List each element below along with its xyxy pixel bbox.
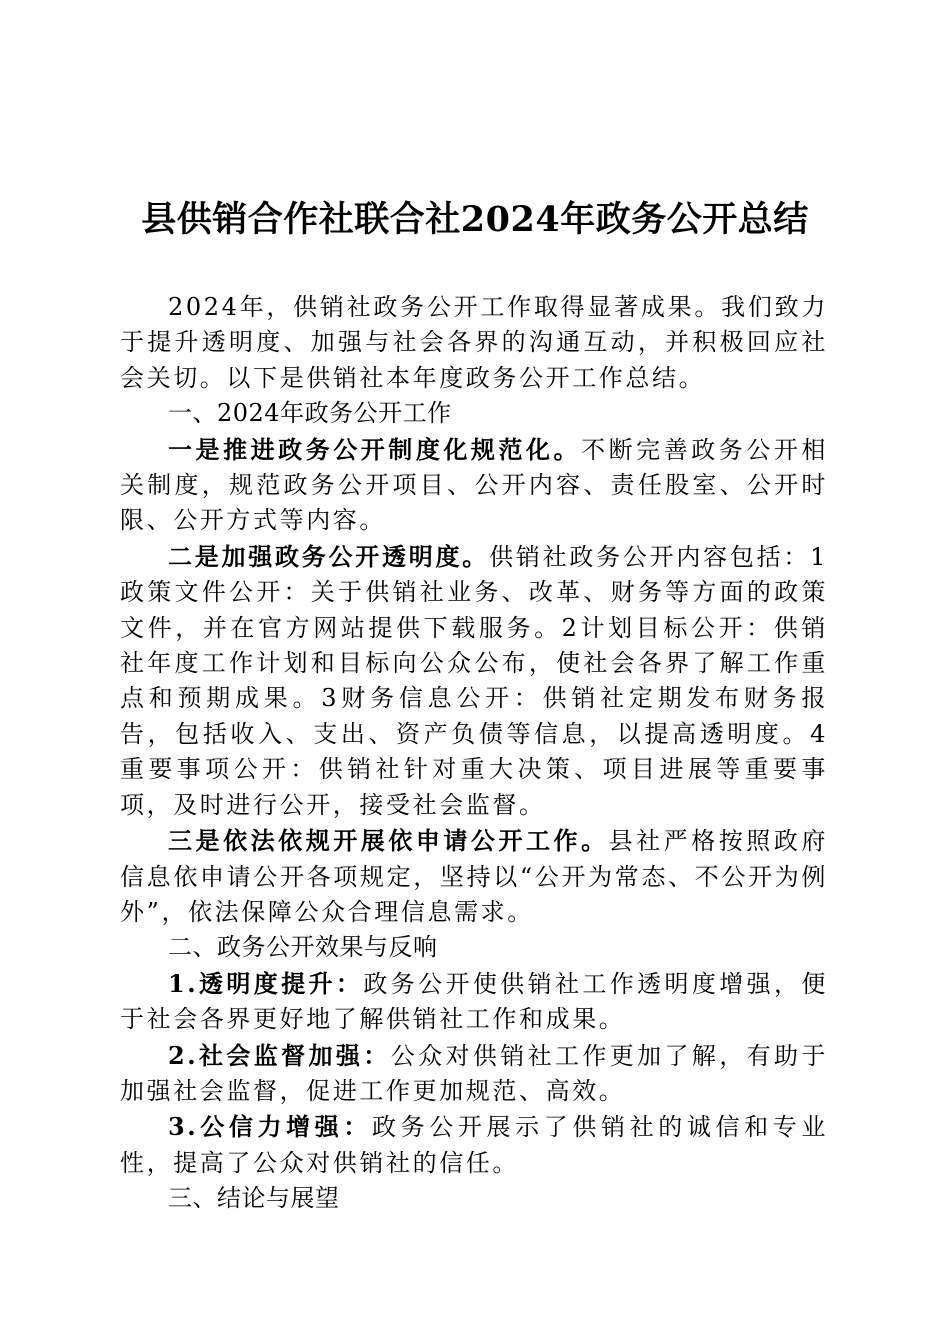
section-1-item-3 bbox=[120, 823, 828, 930]
section-1-item-2 bbox=[120, 539, 828, 823]
section-2-item-3-text: 政务公开展示了供销社的诚信和专业性，提高了公众对供销社的信任。 bbox=[120, 1113, 828, 1177]
section-2-item-2-lead: 2.社会监督加强： bbox=[168, 1040, 391, 1070]
section-1-item-2-lead: 二是加强政务公开透明度。 bbox=[168, 541, 490, 571]
section-2-item-1-lead: 1.透明度提升： bbox=[168, 968, 364, 998]
document-body bbox=[120, 290, 828, 1217]
section-1-item-3-text: 县社严格按照政府信息依申请公开各项规定，坚持以“公开为常态、不公开为例外”，依法保障公众合理信息需求。 bbox=[120, 827, 828, 926]
section-1-item-1 bbox=[120, 432, 828, 539]
section-2-item-2-text: 公众对供销社工作更加了解，有助于加强社会监督，促进工作更加规范、高效。 bbox=[120, 1041, 828, 1105]
section-2-item-2 bbox=[120, 1038, 828, 1110]
section-1-heading: 一、2024年政务公开工作 bbox=[168, 399, 452, 428]
section-1-item-1-text: 不断完善政务公开相关制度，规范政务公开项目、公开内容、责任股室、公开时限、公开方式等内容。 bbox=[120, 435, 829, 535]
section-3-heading: 三、结论与展望 bbox=[168, 1184, 340, 1213]
section-1-item-3-lead: 三是依法依规开展依申请公开工作。 bbox=[168, 826, 609, 856]
section-2-item-3-lead: 3.公信力增强： bbox=[168, 1112, 373, 1142]
section-2-item-1 bbox=[120, 966, 828, 1038]
section-2-item-3 bbox=[120, 1109, 828, 1181]
document-title: 县供销合作社联合社2024年政务公开总结 bbox=[141, 199, 809, 240]
intro-paragraph: 2024年，供销社政务公开工作取得显著成果。我们致力于提升透明度、加强与社会各界的沟通互动，并积极回应社会关切。以下是供销社本年度政务公开工作总结。 bbox=[120, 293, 828, 392]
section-2-item-1-text: 政务公开使供销社工作透明度增强，便于社会各界更好地了解供销社工作和成果。 bbox=[120, 969, 829, 1034]
section-1-item-2-text: 供销社政务公开内容包括：1政策文件公开：关于供销社业务、改革、财务等方面的政策文件，并在官方网站提供下载服务。2计划目标公开：供销社年度工作计划和目标向公众公布，使社会各界了解工作重点和预期成果。3财务信息公开：供销社定期发布财务报告，包括收入、支出、资产负债等信息，以提高透明度。4重要事项公开：供销社针对重大决策、项目进展等重要事项，及时进行公开，接受社会监督。 bbox=[120, 542, 828, 819]
section-1-item-1-lead: 一是推进政务公开制度化规范化。 bbox=[168, 434, 582, 464]
section-2-heading: 二、政务公开效果与反响 bbox=[168, 933, 438, 962]
